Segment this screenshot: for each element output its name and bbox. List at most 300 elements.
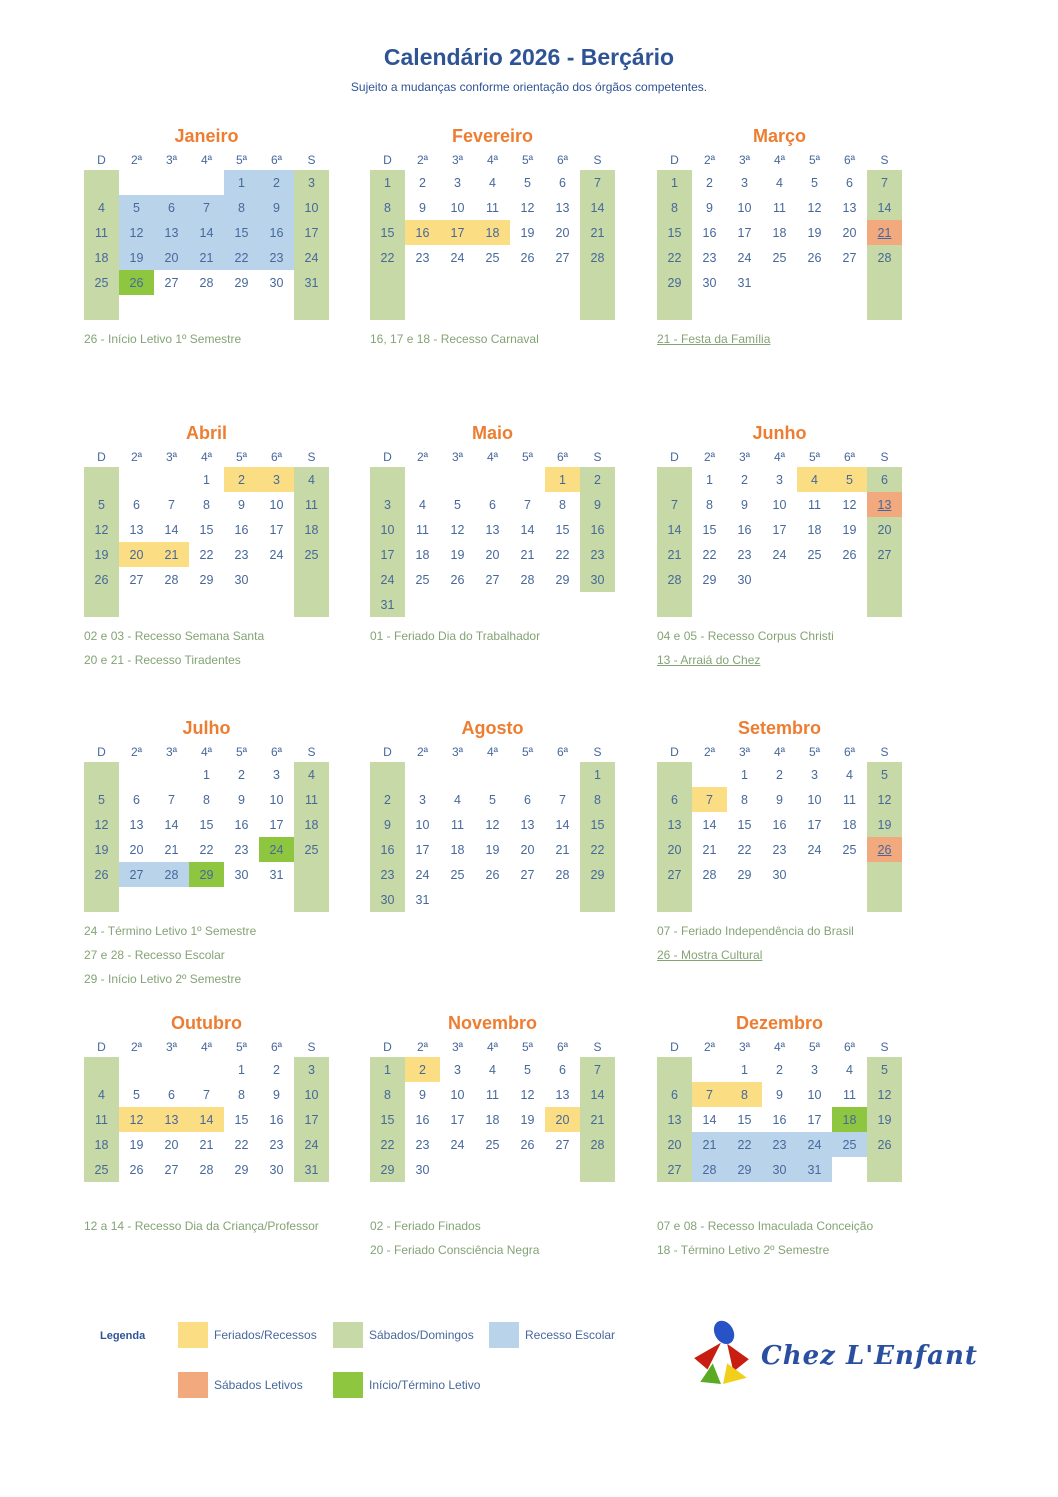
weekday-label: 2ª — [703, 745, 716, 759]
day-cell: 30 — [762, 1157, 797, 1182]
day-cell: 15 — [657, 220, 692, 245]
day-cell: 12 — [84, 812, 119, 837]
day-cell: 20 — [119, 542, 154, 567]
day-cell: 22 — [737, 842, 752, 857]
day-cell: 10 — [269, 792, 284, 807]
empty-cell — [189, 295, 224, 320]
day-cell: 2 — [741, 472, 748, 487]
empty-cell — [867, 270, 902, 295]
weekday-label: 6ª — [843, 450, 856, 464]
empty-cell — [797, 567, 832, 592]
day-cell: 18 — [84, 1132, 119, 1157]
day-cell: 4 — [797, 467, 832, 492]
weekday-label: S — [880, 1040, 889, 1054]
note: 07 - Feriado Independência do Brasil — [657, 924, 854, 938]
day-cell: 18 — [294, 517, 329, 542]
month-notes — [657, 919, 902, 967]
day-cell: 3 — [776, 472, 783, 487]
day-cell: 17 — [772, 522, 787, 537]
empty-cell — [294, 887, 329, 912]
empty-cell — [762, 1182, 797, 1207]
weekday-header — [84, 742, 329, 762]
empty-cell — [224, 1182, 259, 1207]
weekday-label: 4ª — [486, 450, 499, 464]
day-grid — [84, 467, 329, 617]
day-cell: 4 — [489, 1062, 496, 1077]
legend-item-inicio_termino — [333, 1372, 480, 1398]
day-cell: 6 — [657, 1082, 692, 1107]
weekday-label: 2ª — [703, 450, 716, 464]
empty-cell — [545, 887, 580, 912]
day-cell: 20 — [545, 1107, 580, 1132]
day-cell: 29 — [580, 862, 615, 887]
day-cell: 8 — [580, 787, 615, 812]
empty-cell — [119, 887, 154, 912]
empty-cell — [475, 1157, 510, 1182]
weekday-header — [657, 742, 902, 762]
day-cell: 9 — [776, 1087, 783, 1102]
empty-cell — [832, 1182, 867, 1207]
weekday-label: 3ª — [451, 1040, 464, 1054]
month-title: Julho — [182, 718, 231, 738]
day-cell: 26 — [129, 1162, 144, 1177]
day-cell: 5 — [454, 497, 461, 512]
weekday-label: 2ª — [703, 1040, 716, 1054]
day-cell: 11 — [843, 1087, 856, 1102]
day-cell: 15 — [370, 220, 405, 245]
day-cell: 25 — [485, 250, 500, 265]
day-cell: 30 — [580, 567, 615, 592]
day-cell: 6 — [133, 497, 140, 512]
month-janeiro — [84, 126, 329, 351]
note: 29 - Início Letivo 2º Semestre — [84, 972, 242, 986]
legend-item-label: Sábados/Domingos — [369, 1328, 474, 1342]
weekday-label: 4ª — [200, 745, 213, 759]
day-cell: 23 — [259, 245, 294, 270]
day-cell: 12 — [485, 817, 500, 832]
weekday-label: 3ª — [738, 745, 751, 759]
weekday-label: 6ª — [556, 153, 569, 167]
day-cell: 17 — [269, 817, 284, 832]
weekday-label: 2ª — [130, 1040, 143, 1054]
day-cell: 7 — [203, 1087, 210, 1102]
month-notes — [657, 327, 902, 351]
day-cell: 11 — [451, 817, 464, 832]
day-cell: 19 — [485, 842, 500, 857]
empty-cell — [657, 887, 692, 912]
day-cell: 22 — [657, 245, 692, 270]
day-cell: 2 — [224, 467, 259, 492]
day-cell: 4 — [846, 767, 853, 782]
month-notes — [370, 624, 615, 648]
weekday-label: 5ª — [808, 450, 821, 464]
weekday-header — [370, 742, 615, 762]
weekday-header — [370, 447, 615, 467]
day-cell: 1 — [238, 1062, 245, 1077]
day-cell: 9 — [419, 1087, 426, 1102]
weekday-label: 5ª — [521, 450, 534, 464]
day-cell: 16 — [259, 220, 294, 245]
month-notes — [657, 1214, 902, 1262]
empty-cell — [762, 270, 797, 295]
weekday-label: 2ª — [130, 450, 143, 464]
legend-title: Legenda — [100, 1330, 146, 1342]
day-cell: 22 — [702, 547, 717, 562]
empty-cell — [832, 295, 867, 320]
day-cell: 15 — [555, 522, 570, 537]
day-cell: 17 — [807, 1112, 822, 1127]
day-cell: 23 — [415, 250, 430, 265]
empty-cell — [867, 887, 902, 912]
day-cell: 14 — [189, 1107, 224, 1132]
empty-cell — [119, 592, 154, 617]
day-cell: 25 — [450, 867, 465, 882]
brand-logo — [693, 1320, 978, 1391]
day-cell: 5 — [524, 1062, 531, 1077]
day-cell: 3 — [419, 792, 426, 807]
weekday-label: 4ª — [773, 450, 786, 464]
day-cell: 20 — [867, 517, 902, 542]
day-cell: 5 — [867, 1057, 902, 1082]
empty-cell — [189, 887, 224, 912]
day-cell: 17 — [415, 842, 430, 857]
day-cell: 12 — [450, 522, 465, 537]
day-cell: 13 — [657, 1107, 692, 1132]
day-cell: 22 — [370, 1132, 405, 1157]
note: 02 - Feriado Finados — [370, 1219, 481, 1233]
day-cell: 17 — [269, 522, 284, 537]
day-cell: 18 — [450, 842, 465, 857]
day-cell: 26 — [867, 837, 902, 862]
legend-item-label: Feriados/Recessos — [214, 1328, 317, 1342]
empty-cell — [154, 170, 189, 195]
weekday-label: 6ª — [270, 153, 283, 167]
empty-cell — [692, 592, 727, 617]
day-cell: 17 — [440, 220, 475, 245]
weekday-label: 2ª — [130, 745, 143, 759]
day-cell: 16 — [772, 1112, 787, 1127]
empty-cell — [797, 862, 832, 887]
day-cell: 27 — [867, 542, 902, 567]
day-cell: 1 — [741, 1062, 748, 1077]
empty-cell — [119, 467, 154, 492]
page-title: Calendário 2026 - Berçário — [383, 44, 675, 70]
day-grid — [370, 762, 615, 912]
day-cell: 24 — [737, 250, 752, 265]
empty-cell — [370, 270, 405, 295]
weekday-label: 5ª — [235, 1040, 248, 1054]
day-cell: 26 — [807, 250, 822, 265]
day-cell: 25 — [84, 1157, 119, 1182]
weekday-label: 2ª — [703, 153, 716, 167]
day-cell: 2 — [776, 1062, 783, 1077]
day-cell: 10 — [450, 200, 465, 215]
empty-cell — [294, 567, 329, 592]
day-cell: 3 — [273, 767, 280, 782]
empty-cell — [727, 887, 762, 912]
day-cell: 29 — [189, 862, 224, 887]
day-grid — [657, 467, 902, 617]
weekday-header — [84, 150, 329, 170]
day-cell: 24 — [269, 547, 284, 562]
day-cell: 8 — [370, 1082, 405, 1107]
day-cell: 29 — [234, 1162, 249, 1177]
day-cell: 26 — [520, 250, 535, 265]
empty-cell — [580, 1157, 615, 1182]
day-cell: 21 — [555, 842, 570, 857]
day-cell: 9 — [419, 200, 426, 215]
day-cell: 11 — [843, 792, 856, 807]
day-cell: 28 — [199, 275, 214, 290]
day-cell: 14 — [580, 195, 615, 220]
day-cell: 11 — [294, 787, 329, 812]
day-cell: 12 — [520, 1087, 535, 1102]
empty-cell — [657, 762, 692, 787]
day-cell: 10 — [294, 1082, 329, 1107]
brand-name: Chez L'Enfant — [761, 1340, 978, 1371]
empty-cell — [224, 887, 259, 912]
weekday-label: 5ª — [521, 1040, 534, 1054]
day-cell: 21 — [702, 842, 717, 857]
day-cell: 23 — [772, 842, 787, 857]
legend-swatch-recess — [489, 1322, 519, 1348]
weekday-label: 5ª — [235, 153, 248, 167]
day-cell: 14 — [580, 1082, 615, 1107]
day-cell: 7 — [189, 195, 224, 220]
day-cell: 26 — [84, 862, 119, 887]
day-cell: 3 — [811, 1062, 818, 1077]
day-cell: 31 — [797, 1157, 832, 1182]
day-cell: 11 — [294, 492, 329, 517]
month-maio — [370, 423, 615, 648]
empty-cell — [259, 592, 294, 617]
day-cell: 20 — [842, 225, 857, 240]
empty-cell — [867, 295, 902, 320]
day-cell: 25 — [807, 547, 822, 562]
weekday-label: D — [383, 745, 392, 759]
legend-swatch-sabado_letivo — [178, 1372, 208, 1398]
day-cell: 27 — [842, 250, 857, 265]
day-cell: 17 — [294, 220, 329, 245]
day-cell: 24 — [415, 867, 430, 882]
empty-cell — [224, 592, 259, 617]
day-cell: 30 — [772, 867, 787, 882]
empty-cell — [154, 887, 189, 912]
empty-cell — [259, 887, 294, 912]
weekday-label: 6ª — [270, 450, 283, 464]
day-cell: 20 — [657, 837, 692, 862]
day-cell: 13 — [129, 817, 144, 832]
day-cell: 30 — [370, 887, 405, 912]
day-cell: 16 — [405, 220, 440, 245]
empty-cell — [370, 1182, 405, 1207]
day-cell: 1 — [657, 170, 692, 195]
weekday-label: S — [880, 153, 889, 167]
weekday-label: S — [880, 745, 889, 759]
day-cell: 14 — [164, 817, 179, 832]
weekday-label: D — [670, 745, 679, 759]
day-cell: 18 — [842, 817, 857, 832]
day-cell: 5 — [119, 195, 154, 220]
empty-cell — [405, 270, 440, 295]
day-cell: 19 — [84, 837, 119, 862]
day-cell: 12 — [119, 220, 154, 245]
day-cell: 21 — [154, 542, 189, 567]
weekday-header — [84, 1037, 329, 1057]
day-cell: 28 — [199, 1162, 214, 1177]
day-cell: 3 — [454, 1062, 461, 1077]
day-cell: 10 — [807, 1087, 822, 1102]
empty-cell — [510, 270, 545, 295]
empty-cell — [727, 1182, 762, 1207]
day-cell: 9 — [238, 792, 245, 807]
empty-cell — [405, 592, 440, 617]
day-cell: 19 — [867, 1107, 902, 1132]
day-cell: 22 — [199, 842, 214, 857]
weekday-label: 3ª — [165, 450, 178, 464]
day-cell: 11 — [486, 200, 499, 215]
day-cell: 30 — [234, 572, 249, 587]
day-cell: 13 — [555, 1087, 570, 1102]
day-cell: 2 — [776, 767, 783, 782]
day-cell: 27 — [657, 862, 692, 887]
day-cell: 6 — [867, 467, 902, 492]
day-cell: 22 — [580, 837, 615, 862]
weekday-header — [370, 150, 615, 170]
day-cell: 5 — [133, 1087, 140, 1102]
empty-cell — [832, 592, 867, 617]
empty-cell — [154, 467, 189, 492]
empty-cell — [154, 1182, 189, 1207]
day-cell: 14 — [189, 220, 224, 245]
empty-cell — [440, 887, 475, 912]
day-cell: 12 — [119, 1107, 154, 1132]
empty-cell — [405, 467, 440, 492]
day-cell: 20 — [520, 842, 535, 857]
empty-cell — [84, 887, 119, 912]
empty-cell — [657, 1182, 692, 1207]
month-fevereiro — [370, 126, 615, 351]
day-cell: 5 — [811, 175, 818, 190]
weekday-label: 4ª — [200, 153, 213, 167]
empty-cell — [692, 762, 727, 787]
empty-cell — [475, 887, 510, 912]
day-cell: 19 — [119, 245, 154, 270]
day-cell: 19 — [520, 225, 535, 240]
day-grid — [84, 1057, 329, 1207]
empty-cell — [405, 762, 440, 787]
day-cell: 31 — [370, 592, 405, 617]
day-cell: 24 — [259, 837, 294, 862]
day-cell: 10 — [772, 497, 787, 512]
day-cell: 2 — [238, 767, 245, 782]
weekday-label: S — [307, 1040, 316, 1054]
weekday-label: 5ª — [808, 153, 821, 167]
weekday-label: 2ª — [416, 153, 429, 167]
empty-cell — [119, 1057, 154, 1082]
empty-cell — [762, 592, 797, 617]
day-cell: 28 — [867, 245, 902, 270]
day-cell: 22 — [224, 245, 259, 270]
empty-cell — [545, 592, 580, 617]
month-notes — [370, 327, 615, 351]
day-cell: 20 — [129, 842, 144, 857]
day-cell: 10 — [450, 1087, 465, 1102]
day-cell: 22 — [234, 1137, 249, 1152]
note: 27 e 28 - Recesso Escolar — [84, 948, 225, 962]
empty-cell — [475, 467, 510, 492]
day-cell: 6 — [524, 792, 531, 807]
day-cell: 5 — [832, 467, 867, 492]
weekday-label: 2ª — [416, 745, 429, 759]
empty-cell — [189, 1057, 224, 1082]
empty-cell — [797, 887, 832, 912]
day-cell: 24 — [370, 567, 405, 592]
empty-cell — [692, 295, 727, 320]
note: 16, 17 e 18 - Recesso Carnaval — [370, 332, 539, 346]
day-cell: 30 — [269, 275, 284, 290]
weekday-header — [84, 447, 329, 467]
day-grid — [370, 170, 615, 320]
empty-cell — [867, 567, 902, 592]
day-cell: 25 — [842, 842, 857, 857]
day-cell: 18 — [807, 522, 822, 537]
day-grid — [84, 762, 329, 912]
day-cell: 13 — [867, 492, 902, 517]
weekday-label: 5ª — [521, 153, 534, 167]
day-cell: 7 — [580, 1057, 615, 1082]
weekday-label: 6ª — [270, 745, 283, 759]
note: 21 - Festa da Família — [657, 332, 771, 346]
day-cell: 18 — [832, 1107, 867, 1132]
note: 01 - Feriado Dia do Trabalhador — [370, 629, 541, 643]
day-cell: 29 — [199, 572, 214, 587]
day-cell: 29 — [702, 572, 717, 587]
day-cell: 2 — [259, 170, 294, 195]
day-cell: 12 — [520, 200, 535, 215]
weekday-label: S — [307, 450, 316, 464]
day-cell: 18 — [294, 812, 329, 837]
day-cell: 8 — [370, 195, 405, 220]
weekday-label: 2ª — [130, 153, 143, 167]
weekday-label: 3ª — [165, 1040, 178, 1054]
empty-cell — [294, 592, 329, 617]
month-title: Março — [752, 126, 806, 146]
month-abril — [84, 423, 329, 672]
day-cell: 9 — [776, 792, 783, 807]
day-grid — [657, 170, 902, 320]
note: 20 e 21 - Recesso Tiradentes — [84, 653, 241, 667]
empty-cell — [119, 170, 154, 195]
day-cell: 20 — [555, 225, 570, 240]
day-cell: 16 — [370, 837, 405, 862]
day-cell: 28 — [657, 567, 692, 592]
day-cell: 7 — [692, 787, 727, 812]
empty-cell — [440, 295, 475, 320]
month-notes — [370, 1214, 615, 1262]
page-subtitle: Sujeito a mudanças conforme orientação dos órgãos competentes. — [350, 80, 708, 94]
day-cell: 15 — [199, 522, 214, 537]
day-cell: 26 — [867, 1132, 902, 1157]
legend-item-sabado_letivo — [178, 1372, 303, 1398]
empty-cell — [580, 592, 615, 617]
empty-cell — [259, 295, 294, 320]
day-cell: 31 — [294, 270, 329, 295]
day-cell: 12 — [867, 787, 902, 812]
legend-swatch-weekend — [333, 1322, 363, 1348]
day-cell: 11 — [808, 497, 821, 512]
empty-cell — [259, 567, 294, 592]
